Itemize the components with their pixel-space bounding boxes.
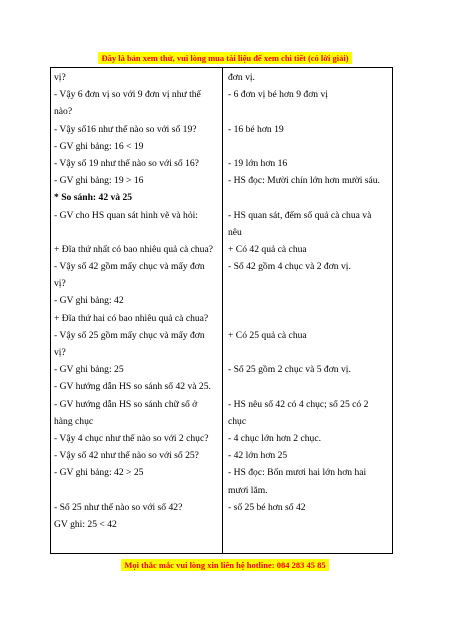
student-line: + Có 42 quả cà chua — [228, 243, 307, 255]
student-line: đơn vị. — [228, 72, 255, 83]
student-line — [228, 344, 391, 361]
hotline-banner — [0, 560, 450, 570]
teacher-line: - GV hướng dẫn HS so sánh chữ số ở — [54, 398, 198, 410]
student-line — [228, 103, 391, 120]
teacher-line: + Đĩa thứ nhất có bao nhiêu quả cà chua? — [54, 243, 213, 255]
teacher-line: - Số 25 như thế nào so với số 42? — [54, 501, 183, 513]
teacher-line: - Vậy số 42 gồm mấy chục và mấy đơn — [54, 261, 205, 273]
teacher-line: * So sánh: 42 và 25 — [54, 192, 133, 204]
teacher-line: - Vậy số16 như thế nào so với số 19? — [54, 123, 197, 135]
teacher-line: - GV ghi bảng: 42 > 25 — [54, 467, 144, 479]
student-line: - 16 bé hơn 19 — [228, 123, 284, 135]
teacher-line: GV ghi: 25 < 42 — [54, 518, 117, 530]
teacher-line: - Vậy 4 chục như thế nào so với 2 chục? — [54, 432, 209, 444]
student-line: - 4 chục lớn hơn 2 chục. — [228, 432, 322, 444]
student-line: - 6 đơn vị bé hơn 9 đơn vị — [228, 89, 328, 101]
student-line: - 42 lớn hơn 25 — [228, 450, 288, 462]
student-line — [228, 292, 391, 309]
student-line — [228, 138, 391, 155]
student-line: - HS đọc: Mười chín lớn hơn mười sáu. — [228, 175, 380, 187]
student-line — [228, 378, 391, 395]
student-line: chục — [228, 415, 247, 427]
student-line: - HS nêu số 42 có 4 chục; số 25 có 2 — [228, 398, 369, 410]
student-line — [228, 275, 391, 292]
teacher-line: - GV cho HS quan sát hình vẽ và hỏi: — [54, 209, 198, 221]
teacher-line: - GV ghi bảng: 19 > 16 — [54, 175, 144, 187]
teacher-line: - GV hướng dẫn HS so sánh số 42 và 25. — [54, 381, 211, 393]
student-line: - số 25 bé hơn số 42 — [228, 501, 306, 513]
student-line: - HS đọc: Bốn mươi hai lớn hơn hai — [228, 467, 367, 479]
student-line — [228, 310, 391, 327]
student-line: - 19 lớn hơn 16 — [228, 157, 288, 169]
teacher-line: vị? — [54, 347, 66, 358]
teacher-line: + Đĩa thứ hai có bao nhiêu quả cà chua? — [54, 312, 209, 324]
student-line: mươi lăm. — [228, 484, 268, 496]
teacher-line: - GV ghi bảng: 42 — [54, 295, 124, 307]
student-line: - Số 42 gồm 4 chục và 2 đơn vị. — [228, 261, 351, 273]
teacher-line: - GV ghi bảng: 16 < 19 — [54, 140, 144, 152]
preview-notice-text: Đây là bản xem thử, vui lòng mua tài liệu để xem chi tiết (có lời giải) — [98, 52, 351, 64]
student-line — [228, 189, 391, 206]
teacher-line: vị? — [54, 278, 66, 290]
teacher-line — [54, 224, 220, 241]
student-line: + Có 25 quả cà chua — [228, 329, 307, 341]
student-line: nêu — [228, 226, 242, 238]
student-line: - Số 25 gồm 2 chục và 5 đơn vị. — [228, 364, 351, 376]
teacher-line: hàng chục — [54, 415, 94, 427]
teacher-line: - GV ghi bảng: 25 — [54, 364, 124, 376]
teacher-line: - Vậy số 25 gồm mấy chục và mấy đơn — [54, 329, 205, 341]
teacher-line: nào? — [54, 106, 73, 118]
teacher-line: vị? — [54, 72, 66, 83]
student-line — [228, 516, 391, 533]
teacher-line: - Vậy 6 đơn vị so với 9 đơn vị như thế — [54, 89, 201, 101]
teacher-line: - Vậy số 19 như thế nào so với số 16? — [54, 157, 199, 169]
teacher-line: - Vậy số 42 như thế nào so với số 25? — [54, 450, 199, 462]
column-divider — [222, 68, 223, 553]
teacher-line — [54, 482, 220, 499]
student-line: - HS quan sát, đếm số quả cà chua và — [228, 209, 372, 221]
lesson-table — [50, 67, 393, 554]
teacher-activities-column — [54, 69, 220, 533]
preview-notice-banner — [0, 53, 450, 63]
hotline-text: Mọi thắc mắc vui lòng xin liên hệ hotline: 084 283 45 85 — [121, 559, 328, 571]
student-activities-column — [228, 69, 391, 533]
